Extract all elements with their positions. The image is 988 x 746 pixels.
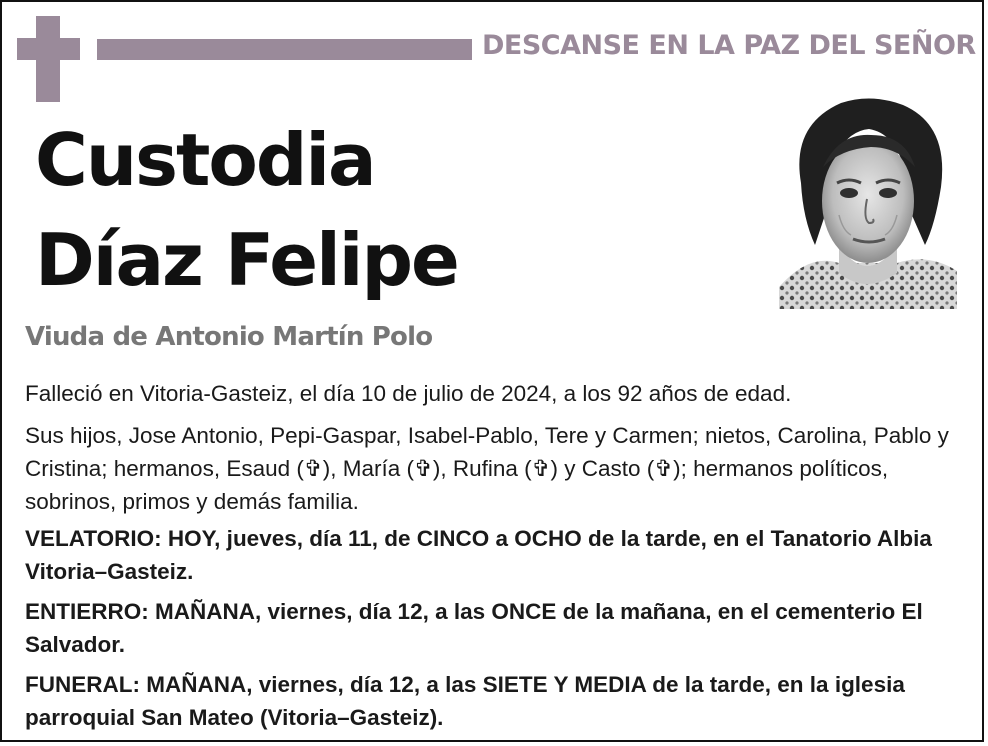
cross-icon-horizontal xyxy=(17,38,80,60)
funeral-paragraph: FUNERAL: MAÑANA, viernes, día 12, a las SIETE Y MEDIA de la tarde, en la iglesia parroquial San Mateo (Vitoria–Gasteiz). xyxy=(25,672,905,730)
portrait-photo xyxy=(779,95,957,309)
deceased-surnames: Díaz Felipe xyxy=(35,218,458,302)
wake-paragraph: VELATORIO: HOY, jueves, día 11, de CINCO a OCHO de la tarde, en el Tanatorio Albia Vitoria–Gasteiz. xyxy=(25,526,932,584)
widow-of-line: Viuda de Antonio Martín Polo xyxy=(25,322,433,352)
burial-paragraph: ENTIERRO: MAÑANA, viernes, día 12, a las ONCE de la mañana, en el cementerio El Salvador. xyxy=(25,599,923,657)
death-paragraph: Falleció en Vitoria-Gasteiz, el día 10 de julio de 2024, a los 92 años de edad. xyxy=(25,381,792,406)
family-paragraph: Sus hijos, Jose Antonio, Pepi-Gaspar, Isabel-Pablo, Tere y Carmen; nietos, Carolina, Pablo y Cristina; hermanos, Esaud (✞), María (✞), Rufina (✞) y Casto (✞); hermanos políticos, sobrinos, primos y demás familia. xyxy=(25,423,949,514)
header-title: DESCANSE EN LA PAZ DEL SEÑOR xyxy=(482,30,976,61)
deceased-first-name: Custodia xyxy=(35,118,375,202)
portrait-photo-icon xyxy=(779,95,957,309)
header-rule xyxy=(97,39,472,60)
